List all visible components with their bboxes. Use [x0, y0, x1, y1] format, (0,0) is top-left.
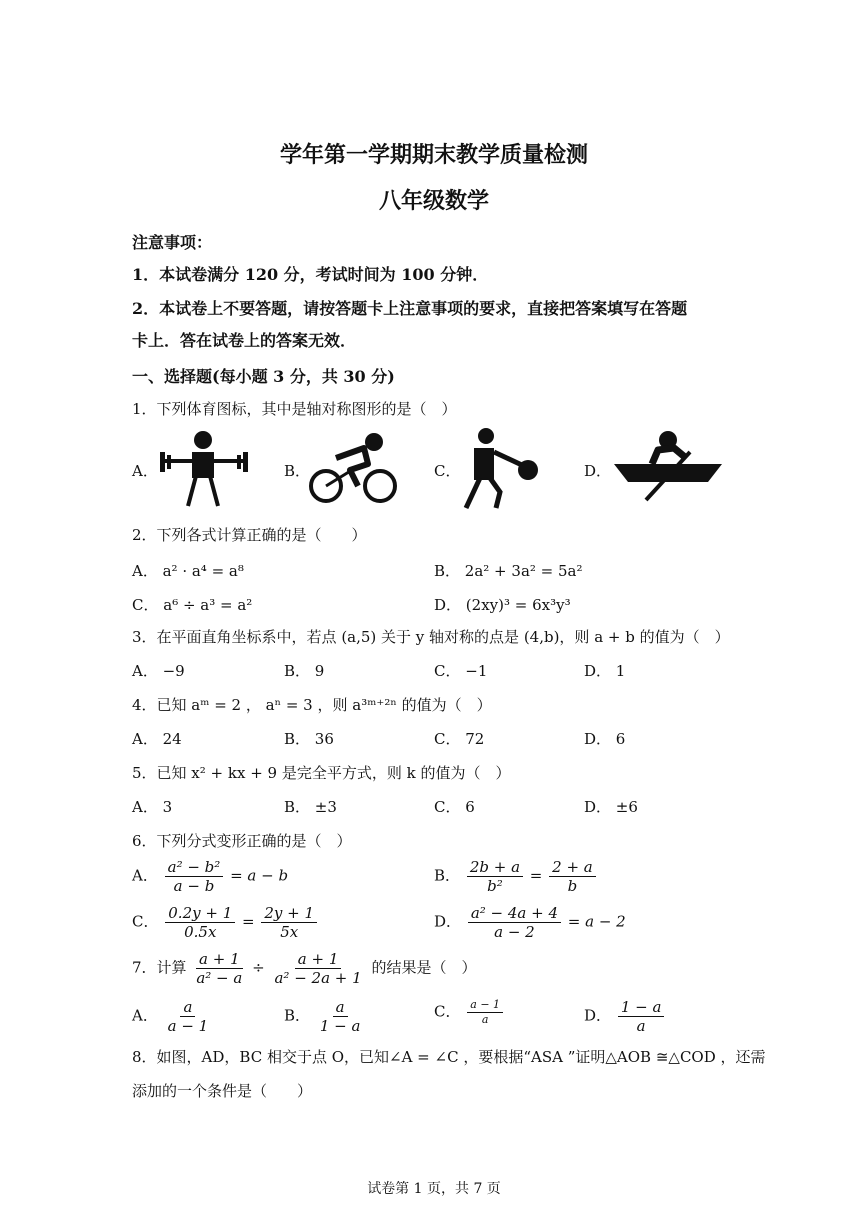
notice-1: 1．本试卷满分 120 分，考试时间为 100 分钟．: [132, 265, 489, 284]
denominator: 5x: [280, 923, 299, 941]
q4-option-b: B． 36: [284, 730, 334, 748]
q6-option-d: [434, 904, 626, 941]
fraction: [193, 950, 245, 987]
notice-heading: 注意事项：: [132, 233, 213, 252]
q6-option-a: [132, 858, 288, 895]
question-1: 1．下列体育图标，其中是轴对称图形的是（ ）: [132, 400, 457, 418]
q3-option-b: B． 9: [284, 662, 325, 680]
fraction: [271, 950, 364, 987]
fraction: [549, 858, 596, 895]
denominator: 1 − a: [319, 1017, 361, 1035]
q1-option-d-label: D．: [584, 462, 612, 480]
q1-option-b-label: B．: [284, 462, 311, 480]
q5-option-d: D． ±6: [584, 798, 638, 816]
fraction: [467, 858, 523, 895]
q5-option-a: A． 3: [132, 798, 173, 816]
q7-suffix: 的结果是（ ）: [371, 958, 477, 977]
fraction: [468, 904, 561, 941]
q7-option-b: [284, 998, 365, 1035]
denominator: a² − a: [196, 969, 243, 987]
divide-sign: ÷: [252, 958, 265, 977]
ball-throw-icon: [458, 428, 542, 510]
numerator: a: [180, 998, 195, 1017]
q3-option-d: D． 1: [584, 662, 626, 680]
numerator: 2b + a: [467, 858, 523, 877]
numerator: 1 − a: [618, 998, 665, 1017]
notice-2b: 卡上．答在试卷上的答案无效．: [132, 331, 357, 350]
q6-option-c: [132, 904, 319, 941]
option-label: C．: [132, 912, 159, 931]
numerator: a + 1: [196, 950, 243, 969]
q5-option-b: B． ±3: [284, 798, 337, 816]
rowing-icon: [612, 430, 724, 502]
option-label: B．: [434, 866, 461, 885]
denominator: 0.5x: [184, 923, 217, 941]
fraction: [467, 998, 503, 1027]
q7-prefix: 7．计算: [132, 958, 187, 977]
fraction: [618, 998, 665, 1035]
page-footer: 试卷第 1 页，共 7 页: [367, 1181, 501, 1197]
question-3: 3．在平面直角坐标系中，若点 (a,5) 关于 y 轴对称的点是 (4,b)，则 a + b 的值为（ ）: [132, 628, 730, 646]
option-label: D．: [434, 912, 462, 931]
fraction: [165, 998, 212, 1035]
q2-option-c: C． a⁶ ÷ a³ = a²: [132, 596, 253, 614]
question-7: [132, 950, 476, 987]
q4-option-d: D． 6: [584, 730, 626, 748]
numerator: 2y + 1: [261, 904, 317, 923]
q2-option-b: B． 2a² + 3a² = 5a²: [434, 562, 583, 580]
denominator: a: [481, 1013, 489, 1026]
equals-sign: =: [529, 866, 543, 885]
numerator: a + 1: [295, 950, 342, 969]
option-label: C．: [434, 1002, 461, 1021]
q1-option-c-label: C．: [434, 462, 461, 480]
denominator: a − 1: [167, 1017, 209, 1035]
numerator: a² − 4a + 4: [468, 904, 561, 923]
denominator: a² − 2a + 1: [274, 969, 362, 987]
denominator: b: [567, 877, 578, 895]
numerator: 0.2y + 1: [165, 904, 235, 923]
q2-option-d: D． (2xy)³ = 6x³y³: [434, 596, 571, 614]
cycling-icon: [306, 430, 400, 504]
denominator: b²: [487, 877, 503, 895]
numerator: 2 + a: [549, 858, 596, 877]
question-2: 2．下列各式计算正确的是（ ）: [132, 526, 367, 544]
equation-rest: = a − 2: [567, 912, 626, 931]
question-4: 4．已知 aᵐ = 2 ， aⁿ = 3 ，则 a³ᵐ⁺²ⁿ 的值为（ ）: [132, 696, 492, 714]
q7-option-d: [584, 998, 666, 1035]
section-1-heading: 一、选择题(每小题 3 分，共 30 分): [132, 367, 395, 386]
option-label: A．: [132, 866, 158, 885]
numerator: a: [333, 998, 348, 1017]
q6-option-b: [434, 858, 598, 895]
q4-option-a: A． 24: [132, 730, 182, 748]
fraction: [261, 904, 317, 941]
fraction: [165, 904, 235, 941]
denominator: a − 2: [494, 923, 535, 941]
option-label: B．: [284, 1006, 311, 1025]
q4-option-c: C． 72: [434, 730, 485, 748]
q7-option-c: [434, 998, 505, 1027]
q2-option-a: A． a² · a⁴ = a⁸: [132, 562, 244, 580]
exam-title: 学年第一学期期末教学质量检测: [279, 142, 588, 168]
fraction: [165, 858, 224, 895]
q3-option-c: C． −1: [434, 662, 488, 680]
option-label: D．: [584, 1006, 612, 1025]
fraction: [317, 998, 364, 1035]
q5-option-c: C． 6: [434, 798, 475, 816]
q7-option-a: [132, 998, 213, 1035]
numerator: a² − b²: [165, 858, 224, 877]
q1-option-a-label: A．: [132, 462, 158, 480]
equals-sign: =: [242, 912, 255, 931]
question-8-line-1: 8．如图，AD，BC 相交于点 O，已知∠A = ∠C ，要根据“ASA ”证明△AOB ≅△COD ，还需: [132, 1048, 766, 1066]
question-8-line-2: 添加的一个条件是（ ）: [132, 1082, 313, 1100]
q3-option-a: A． −9: [132, 662, 185, 680]
question-5: 5．已知 x² + kx + 9 是完全平方式，则 k 的值为（ ）: [132, 764, 511, 782]
denominator: a: [636, 1017, 646, 1035]
option-label: A．: [132, 1006, 158, 1025]
equation-rest: = a − b: [230, 866, 289, 885]
numerator: a − 1: [467, 998, 503, 1013]
notice-2a: 2．本试卷上不要答题，请按答题卡上注意事项的要求，直接把答案填写在答题: [132, 299, 688, 318]
question-6: 6．下列分式变形正确的是（ ）: [132, 832, 352, 850]
weightlifting-icon: [156, 428, 252, 508]
denominator: a − b: [173, 877, 215, 895]
exam-subtitle: 八年级数学: [378, 188, 489, 214]
